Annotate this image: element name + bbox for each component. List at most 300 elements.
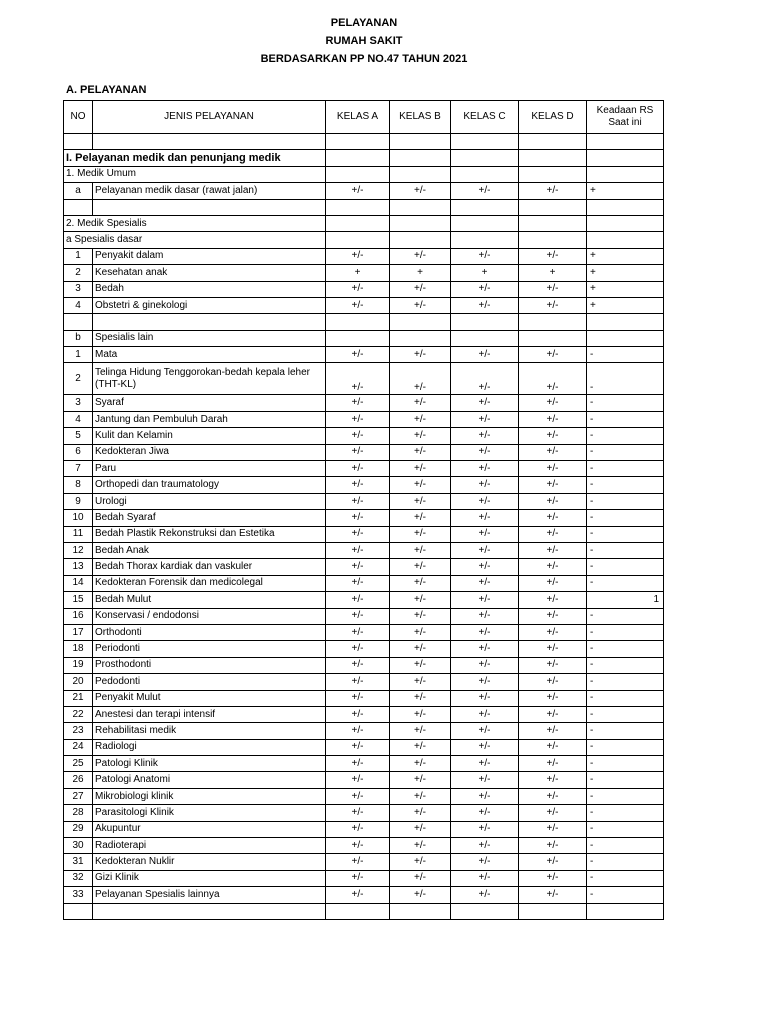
kelas-a-value: +/-: [326, 805, 390, 821]
kelas-a-value: [326, 330, 390, 346]
kelas-d-value: +/-: [519, 526, 587, 542]
empty-cell: [326, 903, 390, 919]
service-name: Radioterapi: [93, 838, 326, 854]
kelas-d-value: +/-: [519, 477, 587, 493]
service-name: Obstetri & ginekologi: [93, 297, 326, 313]
keadaan-rs-value: -: [587, 674, 664, 690]
empty-cell: [451, 199, 519, 215]
service-name: Kedokteran Nuklir: [93, 854, 326, 870]
group-label: 2. Medik Spesialis: [64, 215, 326, 231]
kelas-d-value: +/-: [519, 821, 587, 837]
kelas-b-value: +/-: [390, 887, 451, 903]
kelas-d-value: +/-: [519, 592, 587, 608]
table-row: [64, 772, 664, 788]
kelas-b-value: [390, 330, 451, 346]
title-line-3: BERDASARKAN PP NO.47 TAHUN 2021: [260, 53, 468, 65]
service-name: Rehabilitasi medik: [93, 723, 326, 739]
keadaan-rs-value: -: [587, 657, 664, 673]
table-row: [64, 559, 664, 575]
empty-cell: [326, 134, 390, 150]
kelas-d-value: +/-: [519, 297, 587, 313]
kelas-a-value: +/-: [326, 575, 390, 591]
kelas-d-value: +/-: [519, 772, 587, 788]
kelas-c-value: +/-: [451, 281, 519, 297]
kelas-c-value: +/-: [451, 739, 519, 755]
kelas-a-value: +/-: [326, 510, 390, 526]
kelas-b-value: +/-: [390, 510, 451, 526]
services-table: [63, 100, 664, 920]
document-title-block: [0, 14, 728, 68]
row-number: 20: [64, 674, 93, 690]
kelas-d-value: +/-: [519, 641, 587, 657]
keadaan-rs-value: -: [587, 706, 664, 722]
kelas-a-value: +/-: [326, 347, 390, 363]
keadaan-rs-value: -: [587, 887, 664, 903]
row-number: 33: [64, 887, 93, 903]
keadaan-rs-value: 1: [587, 592, 664, 608]
column-header-kelas-c: KELAS C: [451, 101, 519, 134]
empty-cell: [390, 215, 451, 231]
service-name: Gizi Klinik: [93, 870, 326, 886]
kelas-d-value: +/-: [519, 575, 587, 591]
empty-cell: [587, 232, 664, 248]
table-row: [64, 150, 664, 166]
kelas-a-value: +/-: [326, 542, 390, 558]
row-number: 1: [64, 248, 93, 264]
row-number: 5: [64, 428, 93, 444]
keadaan-rs-value: -: [587, 347, 664, 363]
empty-cell: [451, 903, 519, 919]
kelas-b-value: +/-: [390, 559, 451, 575]
empty-cell: [390, 134, 451, 150]
empty-cell: [519, 199, 587, 215]
service-name: Bedah Thorax kardiak dan vaskuler: [93, 559, 326, 575]
empty-cell: [390, 150, 451, 166]
table-row: [64, 657, 664, 673]
kelas-d-value: +/-: [519, 183, 587, 199]
kelas-c-value: +/-: [451, 870, 519, 886]
service-name: Kedokteran Jiwa: [93, 444, 326, 460]
keadaan-rs-value: -: [587, 641, 664, 657]
table-row: [64, 592, 664, 608]
keadaan-rs-value: -: [587, 756, 664, 772]
kelas-b-value: +/-: [390, 854, 451, 870]
table-row: [64, 723, 664, 739]
column-header-no: NO: [64, 101, 93, 134]
kelas-d-value: +/-: [519, 493, 587, 509]
keadaan-rs-value: -: [587, 493, 664, 509]
keadaan-rs-value: -: [587, 559, 664, 575]
column-header-kelas-b: KELAS B: [390, 101, 451, 134]
kelas-d-value: +/-: [519, 723, 587, 739]
kelas-c-value: +/-: [451, 838, 519, 854]
keadaan-rs-value: -: [587, 788, 664, 804]
kelas-c-value: +/-: [451, 756, 519, 772]
service-name: Syaraf: [93, 395, 326, 411]
table-row: [64, 444, 664, 460]
row-number: 2: [64, 363, 93, 395]
kelas-d-value: +/-: [519, 624, 587, 640]
keadaan-rs-value: -: [587, 805, 664, 821]
kelas-a-value: +/-: [326, 477, 390, 493]
kelas-c-value: +/-: [451, 183, 519, 199]
service-name: Prosthodonti: [93, 657, 326, 673]
row-number: 11: [64, 526, 93, 542]
kelas-a-value: +/-: [326, 739, 390, 755]
empty-cell: [64, 199, 93, 215]
column-header-keadaan-rs: Keadaan RS Saat ini: [587, 101, 664, 134]
row-number: 23: [64, 723, 93, 739]
keadaan-rs-value: +: [587, 281, 664, 297]
kelas-b-value: +/-: [390, 575, 451, 591]
section-title: A. PELAYANAN: [66, 84, 147, 96]
service-name: Anestesi dan terapi intensif: [93, 706, 326, 722]
kelas-a-value: +/-: [326, 674, 390, 690]
empty-cell: [587, 166, 664, 182]
service-name: Bedah Plastik Rekonstruksi dan Estetika: [93, 526, 326, 542]
group-label: I. Pelayanan medik dan penunjang medik: [64, 150, 326, 166]
kelas-c-value: +/-: [451, 444, 519, 460]
row-number: 2: [64, 265, 93, 281]
service-name: Patologi Klinik: [93, 756, 326, 772]
kelas-a-value: +/-: [326, 690, 390, 706]
kelas-b-value: +/-: [390, 870, 451, 886]
kelas-a-value: +/-: [326, 444, 390, 460]
kelas-c-value: +/-: [451, 641, 519, 657]
kelas-d-value: +/-: [519, 411, 587, 427]
service-name: Mata: [93, 347, 326, 363]
kelas-d-value: +/-: [519, 690, 587, 706]
kelas-a-value: +/-: [326, 608, 390, 624]
table-row: [64, 363, 664, 395]
kelas-a-value: +/-: [326, 723, 390, 739]
table-row: [64, 510, 664, 526]
column-header-kelas-d: KELAS D: [519, 101, 587, 134]
kelas-c-value: +/-: [451, 411, 519, 427]
empty-cell: [390, 314, 451, 330]
service-name: Kulit dan Kelamin: [93, 428, 326, 444]
kelas-c-value: +/-: [451, 788, 519, 804]
empty-cell: [587, 134, 664, 150]
kelas-a-value: +/-: [326, 788, 390, 804]
table-row: [64, 821, 664, 837]
kelas-b-value: +/-: [390, 411, 451, 427]
kelas-b-value: +/-: [390, 624, 451, 640]
row-number: 3: [64, 281, 93, 297]
kelas-c-value: +/-: [451, 347, 519, 363]
empty-cell: [93, 903, 326, 919]
kelas-d-value: +: [519, 265, 587, 281]
keadaan-rs-value: -: [587, 608, 664, 624]
kelas-c-value: +/-: [451, 821, 519, 837]
row-number: 13: [64, 559, 93, 575]
empty-cell: [451, 232, 519, 248]
table-row: [64, 199, 664, 215]
kelas-c-value: +/-: [451, 428, 519, 444]
kelas-d-value: +/-: [519, 838, 587, 854]
kelas-c-value: +/-: [451, 624, 519, 640]
keadaan-rs-value: -: [587, 821, 664, 837]
column-header-kelas-a: KELAS A: [326, 101, 390, 134]
kelas-b-value: +: [390, 265, 451, 281]
service-name: Akupuntur: [93, 821, 326, 837]
empty-cell: [451, 150, 519, 166]
service-name: Pelayanan medik dasar (rawat jalan): [93, 183, 326, 199]
empty-cell: [519, 215, 587, 231]
kelas-c-value: +: [451, 265, 519, 281]
keadaan-rs-value: -: [587, 575, 664, 591]
table-row: [64, 134, 664, 150]
row-number: 18: [64, 641, 93, 657]
row-number: 12: [64, 542, 93, 558]
table-row: [64, 624, 664, 640]
service-name: Kesehatan anak: [93, 265, 326, 281]
kelas-c-value: +/-: [451, 395, 519, 411]
service-name: Paru: [93, 461, 326, 477]
empty-cell: [451, 166, 519, 182]
kelas-b-value: +/-: [390, 641, 451, 657]
kelas-a-value: +/-: [326, 526, 390, 542]
kelas-c-value: +/-: [451, 461, 519, 477]
empty-cell: [587, 150, 664, 166]
kelas-c-value: +/-: [451, 559, 519, 575]
keadaan-rs-value: -: [587, 363, 664, 395]
table-row: [64, 395, 664, 411]
row-number: 27: [64, 788, 93, 804]
table-row: [64, 887, 664, 903]
table-row: [64, 347, 664, 363]
kelas-b-value: +/-: [390, 542, 451, 558]
row-number: 8: [64, 477, 93, 493]
row-number: 28: [64, 805, 93, 821]
kelas-a-value: +/-: [326, 854, 390, 870]
kelas-b-value: +/-: [390, 821, 451, 837]
keadaan-rs-value: +: [587, 297, 664, 313]
kelas-c-value: +/-: [451, 526, 519, 542]
keadaan-rs-value: -: [587, 395, 664, 411]
table-row: [64, 838, 664, 854]
row-number: 19: [64, 657, 93, 673]
kelas-a-value: +/-: [326, 461, 390, 477]
service-name: Spesialis lain: [93, 330, 326, 346]
service-name: Bedah Syaraf: [93, 510, 326, 526]
keadaan-rs-value: -: [587, 838, 664, 854]
table-row: [64, 166, 664, 182]
kelas-d-value: +/-: [519, 542, 587, 558]
empty-cell: [326, 150, 390, 166]
kelas-b-value: +/-: [390, 690, 451, 706]
service-name: Radiologi: [93, 739, 326, 755]
kelas-c-value: +/-: [451, 510, 519, 526]
row-number: 26: [64, 772, 93, 788]
empty-cell: [587, 903, 664, 919]
kelas-c-value: +/-: [451, 542, 519, 558]
kelas-d-value: +/-: [519, 347, 587, 363]
kelas-b-value: +/-: [390, 592, 451, 608]
empty-cell: [519, 134, 587, 150]
service-name: Orthodonti: [93, 624, 326, 640]
kelas-c-value: +/-: [451, 805, 519, 821]
kelas-a-value: +/-: [326, 838, 390, 854]
table-row: [64, 575, 664, 591]
table-row: [64, 739, 664, 755]
empty-cell: [519, 314, 587, 330]
service-name: Bedah: [93, 281, 326, 297]
kelas-a-value: +/-: [326, 411, 390, 427]
kelas-c-value: +/-: [451, 887, 519, 903]
keadaan-rs-value: -: [587, 624, 664, 640]
empty-cell: [519, 903, 587, 919]
keadaan-rs-value: -: [587, 854, 664, 870]
kelas-a-value: +: [326, 265, 390, 281]
kelas-c-value: +/-: [451, 592, 519, 608]
kelas-d-value: +/-: [519, 854, 587, 870]
kelas-d-value: +/-: [519, 739, 587, 755]
service-name: Parasitologi Klinik: [93, 805, 326, 821]
title-line-2: RUMAH SAKIT: [325, 35, 403, 47]
service-name: Telinga Hidung Tenggorokan-bedah kepala leher (THT-KL): [93, 363, 326, 395]
service-name: Penyakit dalam: [93, 248, 326, 264]
kelas-b-value: +/-: [390, 838, 451, 854]
table-row: [64, 674, 664, 690]
empty-cell: [326, 166, 390, 182]
kelas-c-value: +/-: [451, 493, 519, 509]
kelas-d-value: +/-: [519, 788, 587, 804]
keadaan-rs-value: -: [587, 870, 664, 886]
empty-cell: [93, 314, 326, 330]
table-row: [64, 526, 664, 542]
empty-cell: [451, 134, 519, 150]
table-row: [64, 215, 664, 231]
kelas-b-value: +/-: [390, 248, 451, 264]
keadaan-rs-value: -: [587, 461, 664, 477]
empty-cell: [64, 134, 93, 150]
title-line-1: PELAYANAN: [330, 17, 398, 29]
kelas-a-value: +/-: [326, 624, 390, 640]
service-name: Patologi Anatomi: [93, 772, 326, 788]
kelas-b-value: +/-: [390, 281, 451, 297]
table-row: [64, 297, 664, 313]
empty-cell: [326, 215, 390, 231]
table-row: [64, 805, 664, 821]
kelas-a-value: +/-: [326, 493, 390, 509]
kelas-a-value: +/-: [326, 821, 390, 837]
empty-cell: [326, 199, 390, 215]
service-name: Pedodonti: [93, 674, 326, 690]
empty-cell: [587, 314, 664, 330]
kelas-d-value: +/-: [519, 756, 587, 772]
kelas-b-value: +/-: [390, 608, 451, 624]
kelas-d-value: +/-: [519, 870, 587, 886]
kelas-d-value: +/-: [519, 395, 587, 411]
kelas-a-value: +/-: [326, 281, 390, 297]
empty-cell: [451, 215, 519, 231]
kelas-d-value: +/-: [519, 428, 587, 444]
table-row: [64, 706, 664, 722]
kelas-d-value: +/-: [519, 608, 587, 624]
kelas-b-value: +/-: [390, 706, 451, 722]
kelas-c-value: +/-: [451, 608, 519, 624]
row-number: 9: [64, 493, 93, 509]
keadaan-rs-value: -: [587, 690, 664, 706]
row-number: 6: [64, 444, 93, 460]
empty-cell: [519, 150, 587, 166]
row-number: 7: [64, 461, 93, 477]
kelas-d-value: +/-: [519, 674, 587, 690]
table-row: [64, 281, 664, 297]
kelas-b-value: +/-: [390, 347, 451, 363]
service-name: Bedah Mulut: [93, 592, 326, 608]
keadaan-rs-value: -: [587, 542, 664, 558]
kelas-c-value: +/-: [451, 248, 519, 264]
kelas-c-value: +/-: [451, 690, 519, 706]
kelas-d-value: +/-: [519, 281, 587, 297]
empty-cell: [390, 232, 451, 248]
service-name: Jantung dan Pembuluh Darah: [93, 411, 326, 427]
kelas-b-value: +/-: [390, 788, 451, 804]
kelas-c-value: +/-: [451, 772, 519, 788]
kelas-a-value: +/-: [326, 706, 390, 722]
kelas-c-value: +/-: [451, 477, 519, 493]
kelas-b-value: +/-: [390, 461, 451, 477]
kelas-b-value: +/-: [390, 444, 451, 460]
row-number: 17: [64, 624, 93, 640]
kelas-d-value: +/-: [519, 510, 587, 526]
keadaan-rs-value: -: [587, 411, 664, 427]
column-header-jenis: JENIS PELAYANAN: [93, 101, 326, 134]
table-row: [64, 248, 664, 264]
service-name: Orthopedi dan traumatology: [93, 477, 326, 493]
service-name: Mikrobiologi klinik: [93, 788, 326, 804]
kelas-d-value: +/-: [519, 248, 587, 264]
kelas-d-value: +/-: [519, 363, 587, 395]
empty-cell: [390, 199, 451, 215]
row-number: 21: [64, 690, 93, 706]
kelas-a-value: +/-: [326, 756, 390, 772]
service-name: Konservasi / endodonsi: [93, 608, 326, 624]
keadaan-rs-value: -: [587, 739, 664, 755]
kelas-b-value: +/-: [390, 739, 451, 755]
keadaan-rs-value: -: [587, 723, 664, 739]
kelas-a-value: +/-: [326, 887, 390, 903]
keadaan-rs-value: [587, 330, 664, 346]
service-name: Periodonti: [93, 641, 326, 657]
kelas-d-value: +/-: [519, 461, 587, 477]
table-row: [64, 265, 664, 281]
kelas-b-value: +/-: [390, 723, 451, 739]
empty-cell: [326, 314, 390, 330]
empty-cell: [451, 314, 519, 330]
kelas-b-value: +/-: [390, 477, 451, 493]
table-row: [64, 477, 664, 493]
kelas-b-value: +/-: [390, 772, 451, 788]
row-number: 15: [64, 592, 93, 608]
kelas-a-value: +/-: [326, 657, 390, 673]
row-number: 30: [64, 838, 93, 854]
empty-cell: [64, 903, 93, 919]
row-number: a: [64, 183, 93, 199]
kelas-b-value: +/-: [390, 674, 451, 690]
empty-cell: [519, 232, 587, 248]
empty-cell: [390, 166, 451, 182]
keadaan-rs-value: +: [587, 183, 664, 199]
table-row: [64, 232, 664, 248]
kelas-c-value: +/-: [451, 854, 519, 870]
kelas-c-value: +/-: [451, 297, 519, 313]
kelas-c-value: +/-: [451, 674, 519, 690]
kelas-a-value: +/-: [326, 559, 390, 575]
table-row: [64, 903, 664, 919]
